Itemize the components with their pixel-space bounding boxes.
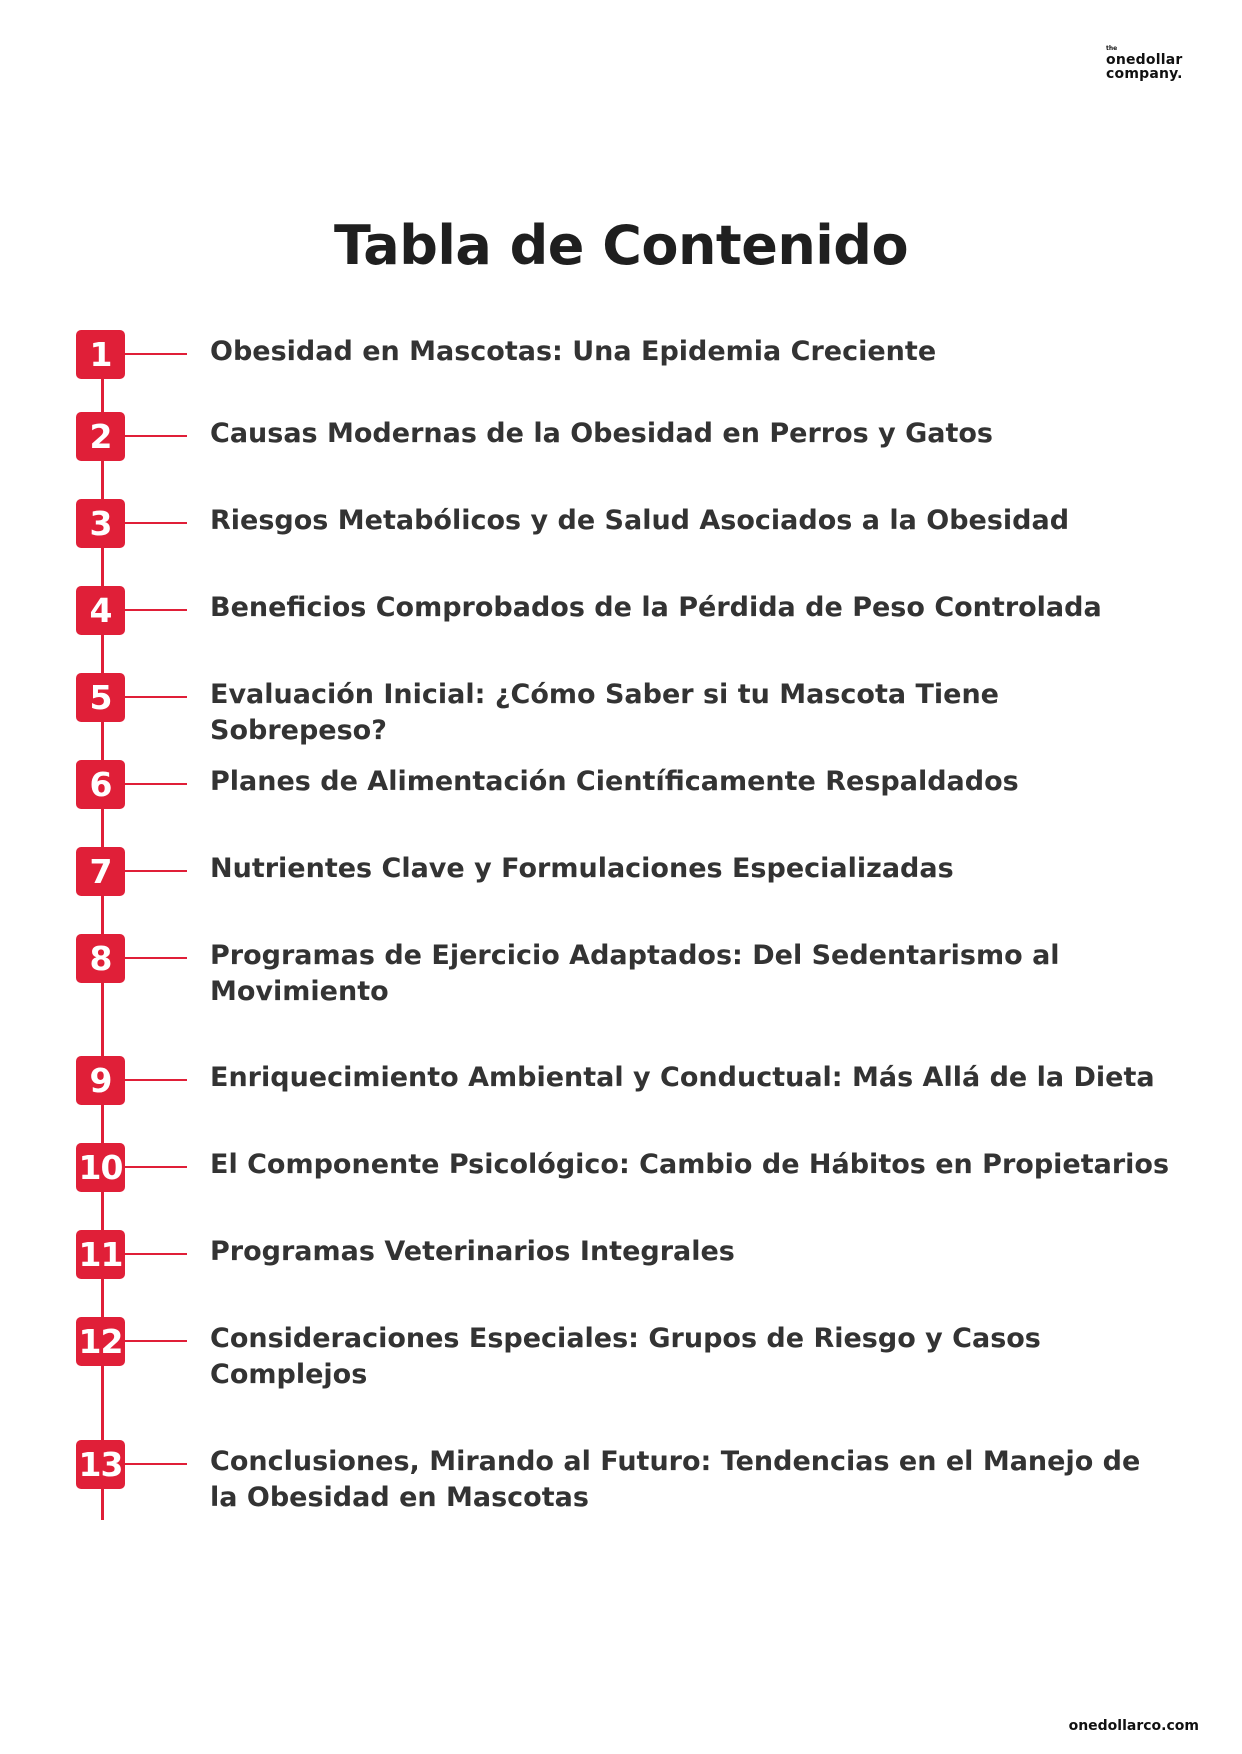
toc-item-label: Obesidad en Mascotas: Una Epidemia Creciente	[210, 336, 937, 367]
toc-item-label: Conclusiones, Mirando al Futuro: Tendencias en el Manejo de la Obesidad en Mascotas	[210, 1446, 1141, 1513]
toc-item-label: Evaluación Inicial: ¿Cómo Saber si tu Mascota Tiene Sobrepeso?	[210, 679, 999, 746]
toc-number-badge: 13	[76, 1440, 125, 1489]
toc-connector	[125, 1166, 187, 1168]
footer-website: onedollarco.com	[1068, 1718, 1199, 1734]
toc-connector	[125, 870, 187, 872]
toc-number-badge: 5	[76, 673, 125, 722]
toc-item-label: Causas Modernas de la Obesidad en Perros y Gatos	[210, 418, 993, 449]
toc-number-badge: 9	[76, 1056, 125, 1105]
toc-connector	[125, 696, 187, 698]
toc-connector	[125, 353, 187, 355]
toc-connector	[125, 435, 187, 437]
toc-connector	[125, 783, 187, 785]
toc-item-label: Nutrientes Clave y Formulaciones Especializadas	[210, 853, 954, 884]
toc-number-badge: 11	[76, 1230, 125, 1279]
toc-connector	[125, 1340, 187, 1342]
toc-number-badge: 3	[76, 499, 125, 548]
toc-number-badge: 8	[76, 934, 125, 983]
toc-number-badge: 12	[76, 1317, 125, 1366]
logo-line-2: company.	[1106, 66, 1183, 82]
toc-number-badge: 10	[76, 1143, 125, 1192]
toc-number-badge: 4	[76, 586, 125, 635]
page-title: Tabla de Contenido	[333, 214, 909, 277]
toc-item-label: Enriquecimiento Ambiental y Conductual: Más Allá de la Dieta	[210, 1062, 1155, 1093]
toc-item-label: Programas de Ejercicio Adaptados: Del Sedentarismo al Movimiento	[210, 940, 1060, 1007]
toc-item-label: Riesgos Metabólicos y de Salud Asociados a la Obesidad	[210, 505, 1070, 536]
toc-connector	[125, 1079, 187, 1081]
toc-item-label: Consideraciones Especiales: Grupos de Riesgo y Casos Complejos	[210, 1323, 1041, 1390]
toc-connector	[125, 522, 187, 524]
toc-connector	[125, 1253, 187, 1255]
toc-number-badge: 6	[76, 760, 125, 809]
logo-the: the	[1106, 45, 1118, 52]
toc-connector	[125, 957, 187, 959]
toc-item-label: Beneficios Comprobados de la Pérdida de Peso Controlada	[210, 592, 1102, 623]
toc-number-badge: 1	[76, 330, 125, 379]
toc-connector	[125, 609, 187, 611]
toc-item-label: Programas Veterinarios Integrales	[210, 1236, 735, 1267]
toc-number-badge: 2	[76, 412, 125, 461]
toc-connector	[125, 1463, 187, 1465]
toc-number-badge: 7	[76, 847, 125, 896]
toc-item-label: Planes de Alimentación Científicamente Respaldados	[210, 766, 1019, 797]
logo-line-1: onedollar	[1106, 52, 1183, 68]
toc-item-label: El Componente Psicológico: Cambio de Hábitos en Propietarios	[210, 1149, 1170, 1180]
